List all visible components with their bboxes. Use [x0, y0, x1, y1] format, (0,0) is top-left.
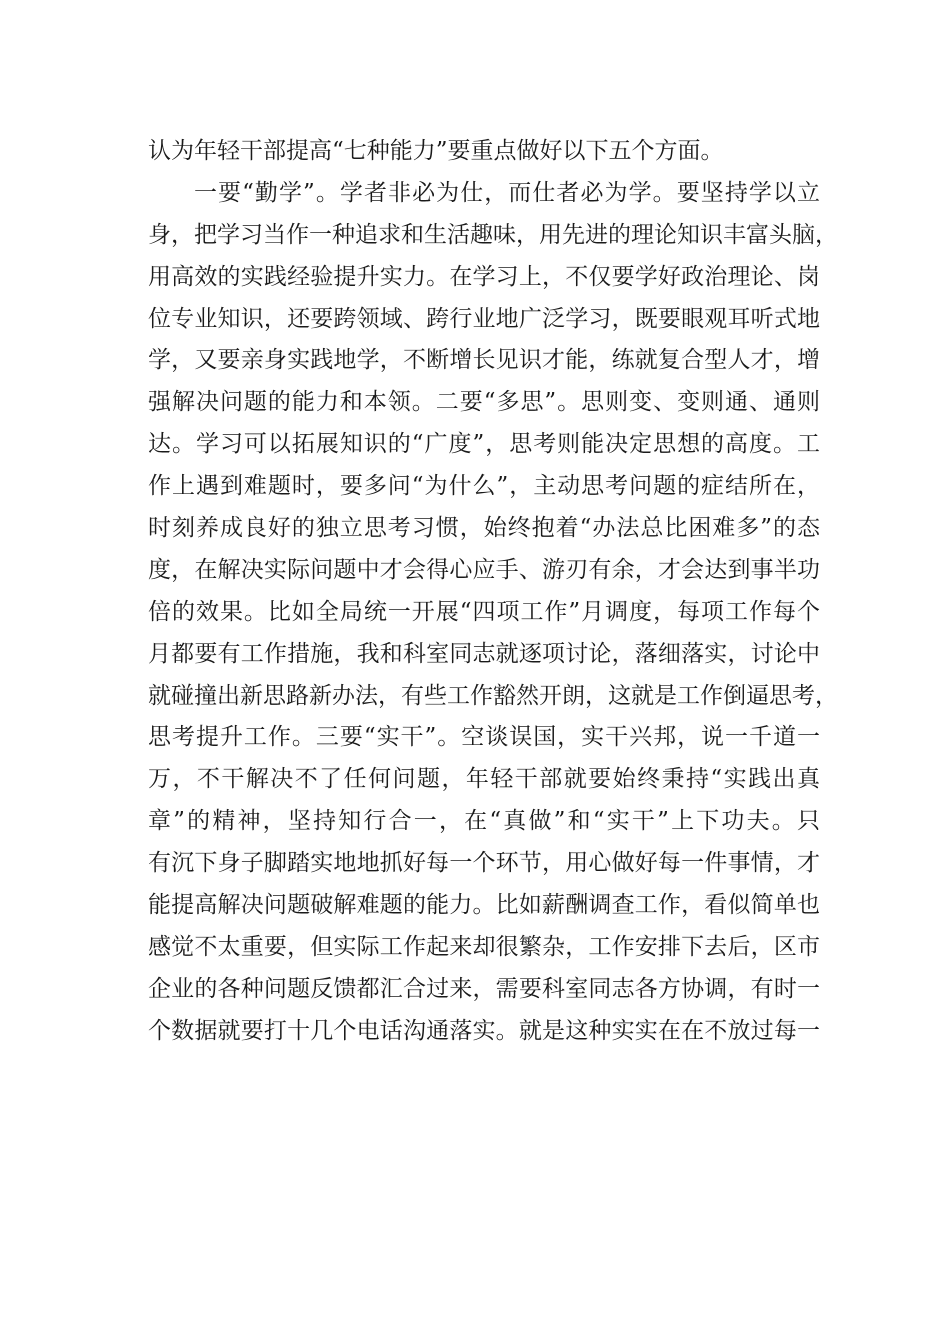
text-line-3: 身，把学习当作一种追求和生活趣味，用先进的理论知识丰富头脑， [148, 221, 838, 248]
text-line-9: 作上遇到难题时，要多问“为什么”，主动思考问题的症结所在， [148, 473, 820, 500]
text-line-1: 认为年轻干部提高“七种能力”要重点做好以下五个方面。 [148, 138, 724, 164]
text-line-13: 月都要有工作措施，我和科室同志就逐项讨论，落细落实，讨论中 [148, 640, 820, 667]
text-line-4: 用高效的实践经验提升实力。在学习上，不仅要学好政治理论、岗 [148, 263, 820, 290]
text-line-20: 感觉不太重要，但实际工作起来却很繁杂，工作安排下去后，区市 [148, 933, 820, 960]
text-line-15: 思考提升工作。三要“实干”。空谈误国，实干兴邦，说一千道一 [148, 724, 820, 751]
text-line-10: 时刻养成良好的独立思考习惯，始终抱着“办法总比困难多”的态 [148, 515, 820, 542]
text-line-21: 企业的各种问题反馈都汇合过来，需要科室同志各方协调，有时一 [148, 975, 820, 1002]
text-line-6: 学，又要亲身实践地学，不断增长见识才能，练就复合型人才，增 [148, 347, 820, 374]
text-line-14: 就碰撞出新思路新办法，有些工作豁然开朗，这就是工作倒逼思考， [148, 682, 838, 709]
document-body [148, 131, 838, 1053]
text-line-16: 万，不干解决不了任何问题，年轻干部就要始终秉持“实践出真 [148, 766, 820, 793]
text-line-22: 个数据就要打十几个电话沟通落实。就是这种实实在在不放过每一 [148, 1017, 820, 1044]
text-line-18: 有沉下身子脚踏实地地抓好每一个环节，用心做好每一件事情，才 [148, 850, 820, 877]
text-line-8: 达。学习可以拓展知识的“广度”，思考则能决定思想的高度。工 [148, 431, 820, 458]
text-line-11: 度，在解决实际问题中才会得心应手、游刃有余，才会达到事半功 [148, 556, 820, 583]
text-line-19: 能提高解决问题破解难题的能力。比如薪酬调查工作，看似简单也 [148, 892, 820, 919]
text-line-12: 倍的效果。比如全局统一开展“四项工作”月调度，每项工作每个 [148, 598, 820, 625]
text-line-2: 一要“勤学”。学者非必为仕，而仕者必为学。要坚持学以立 [194, 179, 820, 206]
text-line-7: 强解决问题的能力和本领。二要“多思”。思则变、变则通、通则 [148, 389, 820, 416]
text-line-5: 位专业知识，还要跨领域、跨行业地广泛学习，既要眼观耳听式地 [148, 305, 820, 332]
text-line-17: 章”的精神，坚持知行合一，在“真做”和“实干”上下功夫。只 [148, 808, 820, 835]
